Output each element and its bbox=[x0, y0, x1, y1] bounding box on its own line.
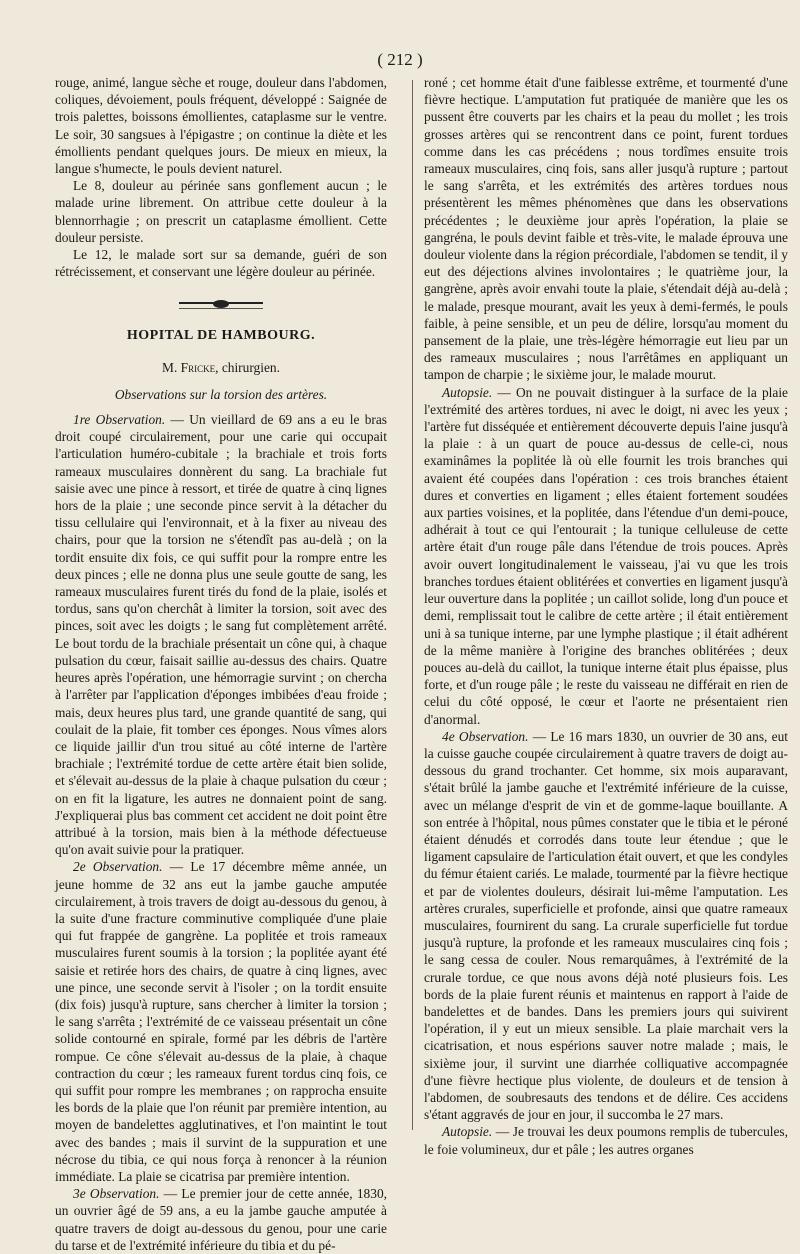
paragraph: Le 12, le malade sort sur sa demande, guéri de son rétrécissement, et conservant une légère douleur au périnée. bbox=[55, 247, 387, 280]
autopsy-1 bbox=[424, 384, 788, 728]
author-name: M. Fricke, bbox=[162, 359, 219, 375]
section-subtitle: Observations sur la torsion des artères. bbox=[114, 386, 328, 402]
autopsy-label: Autopsie. bbox=[442, 384, 493, 400]
paragraph: rouge, animé, langue sèche et rouge, douleur dans l'abdomen, coliques, dévoiement, pouls fréquent, développé : Saignée de trois palettes, boissons émollientes, cataplasme sur le ventre. Le soir, 30 sangsues à l'épigastre ; on continue la diète et les émollients pendant quelques jours. De mieux en mieux, la langue s'humecte, le pouls devient naturel. bbox=[55, 75, 387, 177]
observation-1 bbox=[55, 411, 387, 858]
observation-label: 1re Observation. bbox=[73, 412, 166, 428]
autopsy-2 bbox=[424, 1123, 788, 1157]
autopsy-text: — Je trouvai les deux poumons remplis de tubercules, le foie volumineux, dur et pâle ; les autres organes bbox=[424, 1124, 788, 1157]
autopsy-label: Autopsie. bbox=[442, 1124, 493, 1140]
observation-text: — Un vieillard de 69 ans a eu le bras droit coupé circulairement, pour une carie qui occupait l'articulation huméro-cubitale ; la brachiale et trois forts rameaux musculaires donnèrent du sang. La brachiale fut saisie avec une pince à ressort, et tirée de quatre à cinq lignes hors de la plaie ; une seconde pince servit à la détacher du tissu cellulaire qui l'environnait, et à la fixer au niveau des chairs, pour que la torsion ne s'étendît pas au-delà ; on la tordit ensuite dix fois, ce qui suffit pour la rompre entre les deux pinces ; elle ne donna plus une seule goutte de sang, les rameaux musculaires furent tirés du fond de la plaie, isolés et tordus, sans qu'on cherchât à limiter la torsion, soit avec des pinces, soit avec les doigts ; le sang fut complètement arrêté. Le bout tordu de la brachiale présentait un cône qui, à chaque pulsation du cœur, faisait saillie au-dessus des chairs. Quatre heures après l'opération, une hémorragie survint ; on chercha à l'arrêter par l'application d'éponges imbibées d'eau froide ; mais, deux heures plus tard, une grande quantité de sang, qui coulait de la plaie, fit tomber ces éponges. Nous vîmes alors ce liquide jaillir d'un trou situé au côté interne de l'artère brachiale ; l'extrémité tordue de cette artère était bien solide, et s'élevait au-dessus de la plaie à chaque pulsation du cœur ; on en fit la ligature, les autres ne donnaient point de sang. J'expliquerai plus bas comment cet accident ne doit point être attribué à la torsion, mais bien à la méthode défectueuse qu'on avait suivie pour la pratiquer. bbox=[55, 412, 388, 858]
author-role: chirurgien. bbox=[221, 359, 280, 375]
observation-label: 2e Observation. bbox=[73, 859, 163, 875]
section-heading: HOPITAL DE HAMBOURG. bbox=[126, 328, 316, 344]
autopsy-text: — On ne pouvait distinguer à la surface de la plaie l'extrémité des artères tordues, ni avec le doigt, ni avec les yeux ; l'artère fut disséquée et entièrement découverte depuis l'aine jusqu'à la plaie : à un quart de pouce au-dessus de celle-ci, nous examinâmes la poplitée là où elle fournit les trois branches qui avaient été coupées dans l'opération : ces trois branches étaient dures et converties en ligament ; elles étaient fortement soudées aux parties voisines, et la poplitée, dans l'étendue d'un demi-pouce, adhérait à tout ce qui l'entourait ; la tunique celluleuse de cette artère était d'un rouge pâle dans l'étendue de trois pouces. Après avoir ouvert longitudinalement le vaisseau, j'ai vu que les trois branches tordues étaient oblitérées et converties en ligament jusqu'à leur ouverture dans la poplitée ; un caillot solide, long d'un pouce et demi, remplissait tout le calibre de cette artère ; il était entièrement uni à sa tunique interne, par une lymphe plastique ; il était adhérent de la même manière à l'origine des branches oblitérées ; deux pouces au-delà du caillot, la tunique interne était plus épaisse, plus forte, et d'un rouge pâle ; le reste du vaisseau ne différait en rien de celui du côté opposé, le cœur et l'aorte ne présentaient rien d'anormal. bbox=[424, 384, 788, 727]
page-number: ( 212 ) bbox=[377, 50, 423, 69]
observation-text: — Le premier jour de cette année, 1830, un ouvrier âgé de 59 ans, a eu la jambe gauche amputée à quatre travers de doigt au-dessous du genou, pour une carie du tarse et de l'extrémité inférieure du tibia et du pé- bbox=[55, 1186, 387, 1253]
left-column bbox=[55, 74, 387, 1254]
observation-label: 3e Observation. bbox=[73, 1186, 160, 1202]
paragraph: Le 8, douleur au périnée sans gonflement aucun ; le malade urine librement. On attribue cette douleur à la blennorrhagie ; on prescrit un cataplasme émollient. Cette douleur persiste. bbox=[55, 178, 387, 245]
paragraph: roné ; cet homme était d'une faiblesse extrême, et tourmenté d'une fièvre hectique. L'amputation fut pratiquée de manière que les os pussent être couverts par les chairs et la peau du mollet ; les trois grosses artères qui se rencontrent dans ce point, furent tordues comme dans les cas précédens ; nous tordîmes ensuite trois rameaux musculaires, cinq fois, sans aller jusqu'à rupture ; partout le sang s'arrêta, et les extrémités des artères tordues nous présentèrent les mêmes phénomènes que dans les observations précédentes ; le deuxième jour après l'opération, la plaie se gangréna, le pouls devint faible et très-vite, le malade éprouva une douleur violente dans la région précordiale, l'abdomen se tendit, il y eut des déjections alvines involontaires ; le quatrième jour, la gangrène, après avoir envahi toute la plaie, s'étendait déjà au-delà ; le malade, presque mourant, avait les yeux à demi-fermés, le pouls faible, à peine sensible, et un peu de délire, lorsqu'au moment du pansement de la plaie, une très-légère hémorragie eut lieu par un des rameaux musculaires ; nous l'arrêtâmes en appliquant un tampon de charpie ; le sixième jour, le malade mourut. bbox=[424, 75, 788, 383]
section-ornament bbox=[179, 302, 263, 309]
observation-4 bbox=[424, 728, 788, 1124]
right-column bbox=[424, 74, 788, 1158]
observation-2 bbox=[55, 858, 387, 1185]
observation-3 bbox=[55, 1185, 387, 1254]
observation-text: — Le 16 mars 1830, un ouvrier de 30 ans, eut la cuisse gauche coupée circulairement à quatre travers de doigt au-dessous du grand trochanter. Cet homme, six mois auparavant, s'était brûlé la jambe gauche et l'extrémité inférieure de la cuisse, avec un mélange d'esprit de vin et de gomme-laque bouillante. A son entrée à l'hôpital, nous pûmes constater que le tibia et le péroné étaient dénudés et corrodés dans toute leur étendue ; que le ligament capsulaire de l'articulation était ouvert, et que les condyles du fémur étaient cariés. Le malade, tourmenté par la fièvre hectique et par de violentes douleurs, désirait lui-même l'amputation. Les artères crurales, superficielle et profonde, ainsi que quatre rameaux musculaires, fournirent du sang. La crurale superficielle fut tordue jusqu'à rupture, la profonde et les rameaux musculaires cinq fois ; le sang cessa de couler. Nous remarquâmes, à l'extrémité de la crurale tordue, ce que nous avons déjà noté plusieurs fois. Les bords de la plaie furent réunis et maintenus en rapport à l'aide de bandelettes et de bandes. Dans les premiers jours qui suivirent l'opération, il y eut un mieux sensible. La plaie marchait vers la cicatrisation, et nous espérions sauver notre malade ; mais, le sixième jour, il survint une diarrhée colliquative accompagnée d'une fièvre hectique plus violente, de douleurs et de tension à l'abdomen, de soubresauts des tendons et de délire. Ces accidens s'étant aggravés de jour en jour, il succomba le 27 mars. bbox=[424, 728, 788, 1123]
author-line bbox=[55, 359, 387, 376]
column-divider bbox=[412, 80, 413, 1130]
observation-text: — Le 17 décembre même année, un jeune homme de 32 ans eut la jambe gauche amputée circulairement, à trois travers de doigt au-dessous du genou, à la suite d'une fracture comminutive compliquée d'une plaie qui fut frappée de gangrène. La poplitée et trois rameaux musculaires furent soumis à la torsion ; la poplitée ayant été saisie et retirée hors des chairs, de quatre à cinq lignes, avec une pince, une seconde servit à l'isoler ; on la tordit ensuite (dix fois) jusqu'à rupture, sans chercher à limiter la torsion ; le sang s'arrêta ; l'extrémité de ce vaisseau présentait un cône solide contourné en spirale, formé par les débris de l'artère rompue. Ce cône s'élevait au-dessus de la plaie, à chaque contraction du cœur ; les rameaux furent tordus cinq fois, ce qui suffit pour rompre les membranes ; on rapprocha ensuite les bords de la plaie que l'on réunit par première intention, au moyen de bandelettes agglutinatives, et l'on maintint le tout avec des bandes ; mais il survint de la suppuration et une nécrose du tibia, ce qui nous força à renoncer à la réunion immédiate. La plaie se cicatrisa par première intention. bbox=[55, 859, 387, 1184]
observation-label: 4e Observation. bbox=[442, 728, 529, 744]
